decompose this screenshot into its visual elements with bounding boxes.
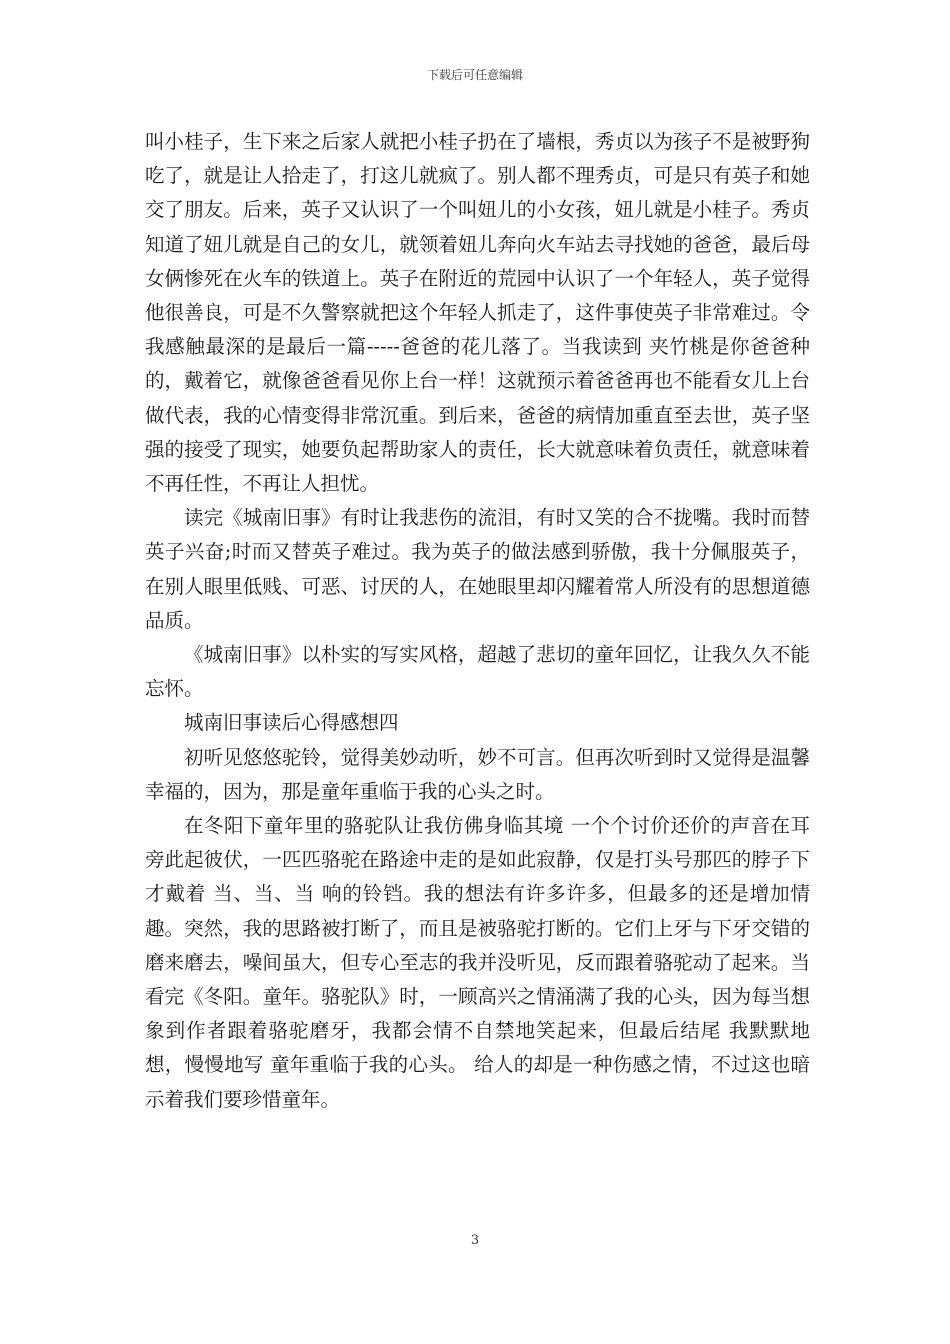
paragraph-camel-caravan: 在冬阳下童年里的骆驼队让我仿佛身临其境 一个个讨价还价的声音在耳旁此起彼伏，一匹匹骆驼在路途中走的是如此寂静，仅是打头号那匹的脖子下才戴着 当、当、当 响的铃铛。我的想法有许多许多，但最多的还是增加情趣。突然，我的思路被打断了，而且是被骆驼打断的。它们上牙与下牙交错的磨来磨去，噪间虽大，但专心至志的我并没听见，反而跟着骆驼动了起来。当看完《冬阳。童年。骆驼队》时，一顾高兴之情涌满了我的心头，因为每当想象到作者跟着骆驼磨牙，我都会情不自禁地笑起来，但最后结尾 我默默地想，慢慢地写 童年重临于我的心头。 给人的却是一种伤感之情，不过这也暗示着我们要珍惜童年。: [145, 814, 810, 1111]
paragraph-conclusion: 《城南旧事》以朴实的写实风格，超越了悲切的童年回忆，让我久久不能忘怀。: [145, 643, 810, 701]
page-header: 下载后可任意编辑: [426, 68, 523, 82]
section-title: 城南旧事读后心得感想四: [184, 711, 399, 735]
document-body: [145, 125, 810, 1117]
paragraph-story-summary: 叫小桂子，生下来之后家人就把小桂子扔在了墙根，秀贞以为孩子不是被野狗吃了，就是让人拾走了，打这儿就疯了。别人都不理秀贞，可是只有英子和她交了朋友。后来，英子又认识了一个叫妞儿的小女孩，妞儿就是小桂子。秀贞知道了妞儿就是自己的女儿，就领着妞儿奔向火车站去寻找她的爸爸，最后母女俩惨死在火车的铁道上。英子在附近的荒园中认识了一个年轻人，英子觉得他很善良，可是不久警察就把这个年轻人抓走了，这件事使英子非常难过。令我感触最深的是最后一篇-----爸爸的花儿落了。当我读到 夹竹桃是你爸爸种的，戴着它，就像爸爸看见你上台一样！这就预示着爸爸再也不能看女儿上台做代表，我的心情变得非常沉重。到后来，爸爸的病情加重直至去世，英子坚强的接受了现实，她要负起帮助家人的责任，长大就意味着负责任，就意味着不再任性，不再让人担忧。: [145, 130, 810, 496]
page-number: 3: [470, 1233, 480, 1248]
paragraph-camel-bells: 初听见悠悠驼铃，觉得美妙动听，妙不可言。但再次听到时又觉得是温馨幸福的，因为，那是童年重临于我的心头之时。: [145, 745, 810, 803]
paragraph-reflection: 读完《城南旧事》有时让我悲伤的流泪，有时又笑的合不拢嘴。我时而替英子兴奋;时而又替英子难过。我为英子的做法感到骄傲，我十分佩服英子，在别人眼里低贱、可恶、讨厌的人，在她眼里却闪耀着常人所没有的思想道德品质。: [145, 506, 810, 632]
